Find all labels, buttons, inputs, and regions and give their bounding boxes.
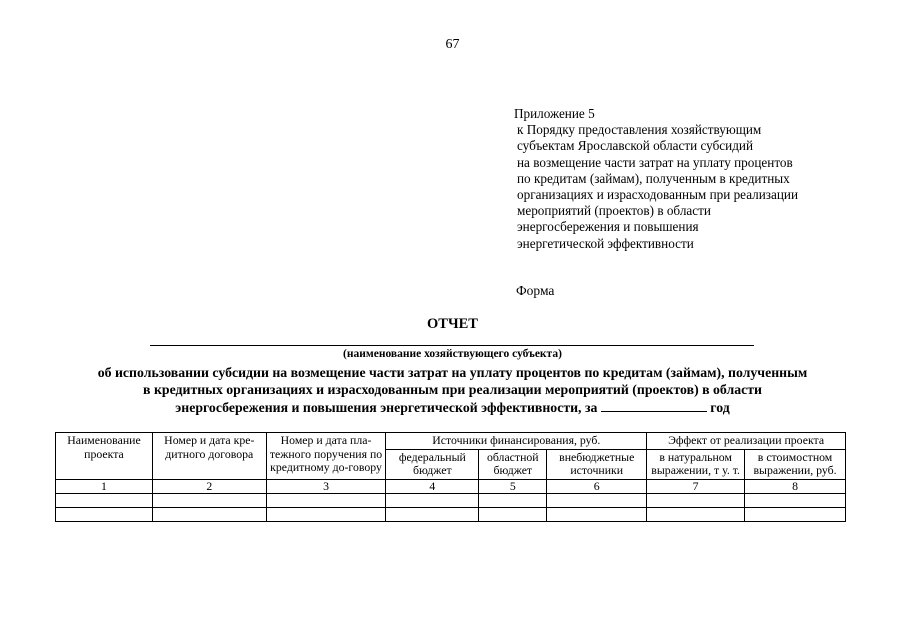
empty-cell — [745, 494, 846, 508]
empty-cell — [745, 508, 846, 522]
header-extra-budget: внебюджетные источники — [547, 449, 647, 479]
empty-cell — [266, 508, 386, 522]
column-number: 6 — [547, 479, 647, 494]
subtitle-line-3 — [0, 398, 905, 416]
column-number-row — [56, 479, 846, 494]
appendix-line: субъектам Ярославской области субсидий — [517, 138, 754, 154]
column-number: 4 — [386, 479, 479, 494]
appendix-line: мероприятий (проектов) в области — [517, 203, 711, 219]
header-monetary-terms: в стоимостном выражении, руб. — [745, 449, 846, 479]
header-payment-order: Номер и дата пла-тежного поручения по кредитному до-говору — [266, 433, 386, 480]
header-project-name: Наименование проекта — [56, 433, 153, 480]
column-number: 2 — [152, 479, 266, 494]
page-number: 67 — [445, 37, 460, 52]
empty-cell — [266, 494, 386, 508]
column-number: 3 — [266, 479, 386, 494]
subtitle-year-word: год — [710, 400, 730, 415]
appendix-line: на возмещение части затрат на уплату процентов — [517, 154, 793, 170]
header-funding-sources: Источники финансирования, руб. — [386, 433, 647, 450]
report-subtitle — [0, 364, 905, 416]
empty-cell — [56, 494, 153, 508]
header-regional-budget: областной бюджет — [479, 449, 547, 479]
column-number: 1 — [56, 479, 153, 494]
subtitle-line-2: в кредитных организациях и израсходованным при реализации мероприятий (проектов) в области — [143, 382, 762, 397]
empty-cell — [647, 494, 745, 508]
appendix-line: энергосбережения и повышения — [517, 219, 699, 235]
empty-cell — [647, 508, 745, 522]
empty-cell — [547, 494, 647, 508]
appendix-line: по кредитам (займам), полученным в кредитных — [517, 170, 790, 186]
subtitle-line-3-text: энергосбережения и повышения энергетической эффективности, за — [175, 400, 598, 415]
entity-name-line — [150, 345, 754, 346]
appendix-line: к Порядку предоставления хозяйствующим — [517, 122, 762, 138]
report-title: ОТЧЕТ — [427, 316, 478, 332]
empty-cell — [152, 494, 266, 508]
subtitle-line-1: об использовании субсидии на возмещение части затрат на уплату процентов по кредитам (займам), полученным — [97, 365, 808, 380]
header-federal-budget: федеральный бюджет — [386, 449, 479, 479]
empty-row — [56, 494, 846, 508]
column-number: 5 — [479, 479, 547, 494]
header-effect: Эффект от реализации проекта — [647, 433, 846, 450]
empty-cell — [479, 494, 547, 508]
header-row — [56, 433, 846, 450]
header-natural-terms: в натуральном выражении, т у. т. — [647, 449, 745, 479]
appendix-line: энергетической эффективности — [517, 235, 694, 251]
appendix-line: организациях и израсходованным при реализации — [517, 187, 799, 203]
empty-cell — [547, 508, 647, 522]
empty-cell — [152, 508, 266, 522]
column-number: 7 — [647, 479, 745, 494]
empty-cell — [386, 494, 479, 508]
column-number: 8 — [745, 479, 846, 494]
empty-cell — [56, 508, 153, 522]
year-blank — [601, 398, 707, 412]
empty-row — [56, 508, 846, 522]
entity-caption: (наименование хозяйствующего субъекта) — [343, 348, 562, 360]
empty-cell — [479, 508, 547, 522]
form-label: Форма — [516, 283, 555, 298]
report-table — [55, 432, 846, 522]
header-loan-contract: Номер и дата кре-дитного договора — [152, 433, 266, 480]
empty-cell — [386, 508, 479, 522]
appendix-line: Приложение 5 — [514, 106, 595, 121]
appendix-block — [514, 106, 798, 252]
